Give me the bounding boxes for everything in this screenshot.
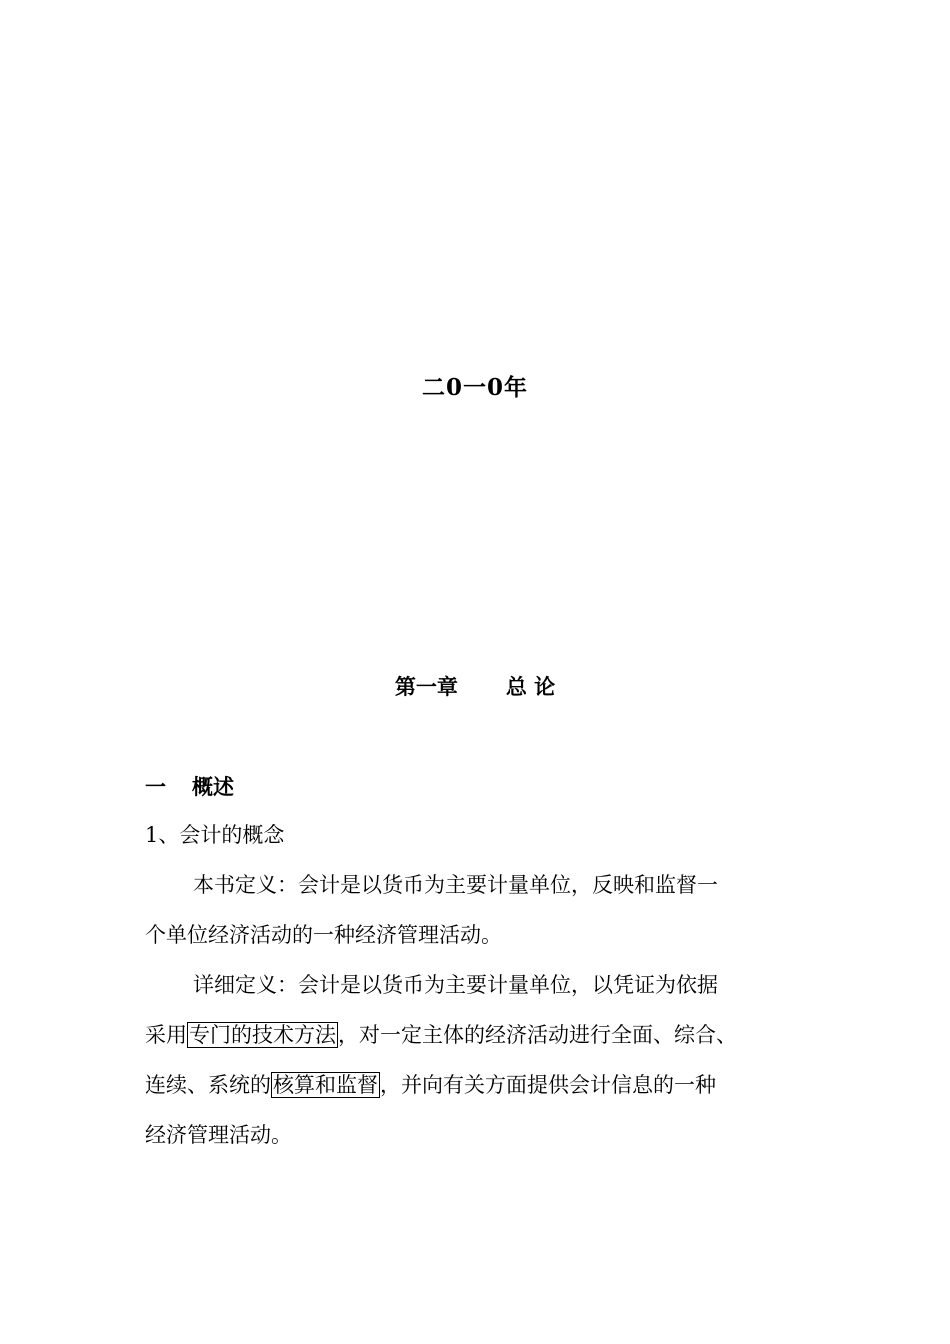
detailed-definition-text: 采用: [145, 1023, 187, 1047]
boxed-term-accounting-supervision: 核算和监督: [273, 1073, 378, 1097]
detailed-definition-text: ，对一定主体的经济活动进行全面、综合、: [338, 1023, 737, 1047]
book-definition-paragraph: [145, 860, 835, 960]
detailed-definition-paragraph: [145, 960, 835, 1160]
chapter-heading: [0, 671, 950, 701]
chapter-number: 第一章: [394, 674, 458, 699]
cover-year: 二0一0年: [421, 374, 528, 401]
detailed-definition-text: 连续、系统的: [145, 1073, 271, 1097]
subsection-heading: 1、会计的概念: [145, 823, 285, 847]
detailed-definition-line-3: [145, 1060, 835, 1110]
section-number: 一: [145, 774, 166, 799]
detailed-definition-line-2: [145, 1010, 835, 1060]
detailed-definition-text: ，并向有关方面提供会计信息的一种: [380, 1073, 716, 1097]
book-definition-line-1: 本书定义：会计是以货币为主要计量单位，反映和监督一: [193, 873, 718, 897]
chapter-title: 总 论: [505, 674, 556, 699]
detailed-definition-line-4: 经济管理活动。: [145, 1123, 292, 1147]
section-title: 概述: [192, 774, 234, 799]
book-definition-line-2: 个单位经济活动的一种经济管理活动。: [145, 923, 502, 947]
section-heading: [145, 771, 234, 801]
boxed-term-technical-methods: 专门的技术方法: [189, 1023, 336, 1047]
detailed-definition-line-1: 详细定义：会计是以货币为主要计量单位，以凭证为依据: [193, 973, 718, 997]
